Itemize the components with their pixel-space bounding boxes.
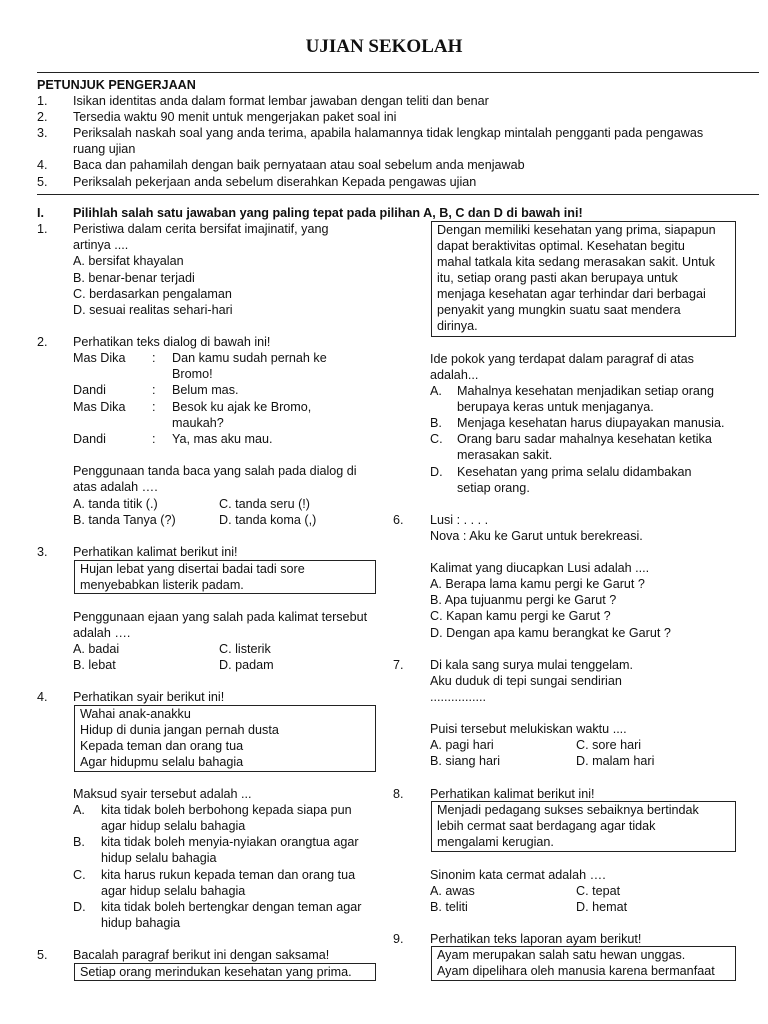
instruction-num: 4. [37,158,48,172]
answer-option: merasakan sakit. [457,448,553,462]
dialog-line: Besok ku ajak ke Bromo, [172,400,312,414]
sentence-box [431,801,736,852]
dialog-line: Bromo! [172,367,213,381]
question-text: Ide pokok yang terdapat dalam paragraf di atas [430,352,694,366]
paragraph-line: penyakit yang mungkin suatu saat mendera [437,303,681,317]
instruction-text: Baca dan pahamilah dengan baik pernyataan atau soal sebelum anda menjawab [73,158,525,172]
paragraph-line: mahal tatkala kita sedang merasakan sakit. Untuk [437,255,715,269]
paragraph-line: itu, setiap orang pasti akan berupaya untuk [437,271,678,285]
section-number: I. [37,206,44,220]
paragraph-box [431,221,736,337]
question-number: 9. [393,932,404,946]
poem-line: Hidup di dunia jangan pernah dusta [80,723,279,737]
question-number: 3. [37,545,48,559]
poem-line: Aku duduk di tepi sungai sendirian [430,674,622,688]
instruction-text: Periksalah naskah soal yang anda terima, apabila halamannya tidak lengkap mintalah pengganti pada pengawas [73,126,704,140]
question-text: adalah …. [73,626,131,640]
paragraph-line: Setiap orang merindukan kesehatan yang prima. [80,965,352,979]
poem-box [74,705,376,772]
divider [37,194,759,195]
paragraph-line: menjaga kesehatan agar terhindar dari berbagai [437,287,706,301]
answer-option: A. tanda titik (.) [73,497,158,511]
answer-option: C. berdasarkan pengalaman [73,287,232,301]
instruction-text: Isikan identitas anda dalam format lembar jawaban dengan teliti dan benar [73,94,489,108]
question-text: Lusi : . . . . [430,513,489,527]
question-text: Perhatikan kalimat berikut ini! [430,787,595,801]
instructions-heading: PETUNJUK PENGERJAAN [37,78,196,92]
question-number: 6. [393,513,404,527]
answer-option: kita tidak boleh bertengkar dengan teman agar [101,900,362,914]
dialog-separator: : [152,400,156,414]
answer-option: kita tidak boleh menyia-nyiakan orangtua agar [101,835,359,849]
answer-option: agar hidup selalu bahagia [101,819,246,833]
answer-option: B. lebat [73,658,116,672]
question-number: 5. [37,948,48,962]
answer-option: C. tepat [576,884,621,898]
paragraph-line: dapat beraktivitas optimal. Kesehatan begitu [437,239,685,253]
answer-option: agar hidup selalu bahagia [101,884,246,898]
answer-option: kita harus rukun kepada teman dan orang tua [101,868,356,882]
sentence-box [74,560,376,594]
option-letter: C. [73,868,86,882]
question-text: Perhatikan teks dialog di bawah ini! [73,335,271,349]
dialog-separator: : [152,351,156,365]
paragraph-box-start [74,963,376,981]
option-letter: D. [73,900,86,914]
question-text: adalah... [430,368,479,382]
dialog-speaker: Dandi [73,383,106,397]
option-letter: B. [430,416,442,430]
instruction-num: 3. [37,126,48,140]
poem-line: Agar hidupmu selalu bahagia [80,755,244,769]
question-number: 4. [37,690,48,704]
dialog-speaker: Mas Dika [73,351,126,365]
question-number: 7. [393,658,404,672]
dialog-line: Belum mas. [172,383,239,397]
page-title: UJIAN SEKOLAH [305,36,463,57]
answer-option: D. Dengan apa kamu berangkat ke Garut ? [430,626,671,640]
answer-option: A. bersifat khayalan [73,254,184,268]
dialog-separator: : [152,432,156,446]
question-text: Penggunaan ejaan yang salah pada kalimat tersebut [73,610,368,624]
dialog-line: Ya, mas aku mau. [172,432,273,446]
report-box [431,946,736,981]
dialog-speaker: Dandi [73,432,106,446]
option-letter: A. [430,384,442,398]
poem-line: Kepada teman dan orang tua [80,739,244,753]
divider [37,72,759,73]
section-instruction: Pilihlah salah satu jawaban yang paling tepat pada pilihan A, B, C dan D di bawah ini! [73,206,583,220]
answer-option: B. tanda Tanya (?) [73,513,176,527]
answer-option: berupaya keras untuk menjaganya. [457,400,654,414]
dialog-speaker: Mas Dika [73,400,126,414]
answer-option: D. malam hari [576,754,655,768]
box-line: Menjadi pedagang sukses sebaiknya bertindak [437,803,699,817]
answer-option: hidup selalu bahagia [101,851,217,865]
paragraph-line: dirinya. [437,319,478,333]
instruction-num: 5. [37,175,48,189]
instruction-text: Periksalah pekerjaan anda sebelum diserahkan Kepada pengawas ujian [73,175,477,189]
option-letter: C. [430,432,443,446]
dialog-line: Dan kamu sudah pernah ke [172,351,327,365]
box-line: menyebabkan listerik padam. [80,578,244,592]
box-line: Hujan lebat yang disertai badai tadi sore [80,562,305,576]
question-text: Puisi tersebut melukiskan waktu .... [430,722,627,736]
answer-option: C. tanda seru (!) [219,497,310,511]
question-text: Perhatikan kalimat berikut ini! [73,545,238,559]
instruction-num: 2. [37,110,48,124]
instruction-text: Tersedia waktu 90 menit untuk mengerjakan paket soal ini [73,110,397,124]
answer-option: D. hemat [576,900,628,914]
answer-option: kita tidak boleh berbohong kepada siapa pun [101,803,352,817]
answer-option: B. teliti [430,900,468,914]
question-number: 8. [393,787,404,801]
option-letter: D. [430,465,443,479]
poem-line: Di kala sang surya mulai tenggelam. [430,658,634,672]
answer-option: D. tanda koma (,) [219,513,317,527]
dialog-separator: : [152,383,156,397]
answer-option: Mahalnya kesehatan menjadikan setiap orang [457,384,714,398]
question-text: atas adalah …. [73,480,158,494]
instruction-text: ruang ujian [73,142,136,156]
paragraph-line: Dengan memiliki kesehatan yang prima, siapapun [437,223,716,237]
answer-option: A. Berapa lama kamu pergi ke Garut ? [430,577,645,591]
option-letter: B. [73,835,85,849]
question-text: Peristiwa dalam cerita bersifat imajinatif, yang [73,222,329,236]
instruction-num: 1. [37,94,48,108]
question-number: 2. [37,335,48,349]
option-letter: A. [73,803,85,817]
answer-option: D. padam [219,658,274,672]
answer-option: C. sore hari [576,738,642,752]
answer-option: A. pagi hari [430,738,494,752]
box-line: Ayam dipelihara oleh manusia karena bermanfaat [437,964,715,978]
box-line: lebih cermat saat berdagang agar tidak [437,819,656,833]
question-text: artinya .... [73,238,129,252]
answer-option: hidup bahagia [101,916,181,930]
answer-option: A. badai [73,642,120,656]
question-text: Maksud syair tersebut adalah ... [73,787,252,801]
answer-option: A. awas [430,884,475,898]
question-text: Penggunaan tanda baca yang salah pada dialog di [73,464,357,478]
question-text: Perhatikan teks laporan ayam berikut! [430,932,642,946]
answer-option: C. Kapan kamu pergi ke Garut ? [430,609,611,623]
box-line: Ayam merupakan salah satu hewan unggas. [437,948,686,962]
answer-option: B. Apa tujuanmu pergi ke Garut ? [430,593,617,607]
question-text: Kalimat yang diucapkan Lusi adalah .... [430,561,650,575]
dialog-line: maukah? [172,416,224,430]
question-text: Sinonim kata cermat adalah …. [430,868,606,882]
poem-line: ................ [430,690,486,704]
answer-option: C. listerik [219,642,271,656]
poem-line: Wahai anak-anakku [80,707,191,721]
answer-option: Kesehatan yang prima selalu didambakan [457,465,692,479]
answer-option: B. siang hari [430,754,501,768]
answer-option: B. benar-benar terjadi [73,271,195,285]
answer-option: Menjaga kesehatan harus diupayakan manusia. [457,416,725,430]
question-text: Perhatikan syair berikut ini! [73,690,225,704]
box-line: mengalami kerugian. [437,835,554,849]
question-text: Bacalah paragraf berikut ini dengan saksama! [73,948,330,962]
question-number: 1. [37,222,48,236]
answer-option: Orang baru sadar mahalnya kesehatan ketika [457,432,712,446]
answer-option: D. sesuai realitas sehari-hari [73,303,233,317]
answer-option: setiap orang. [457,481,530,495]
question-text: Nova : Aku ke Garut untuk berekreasi. [430,529,643,543]
